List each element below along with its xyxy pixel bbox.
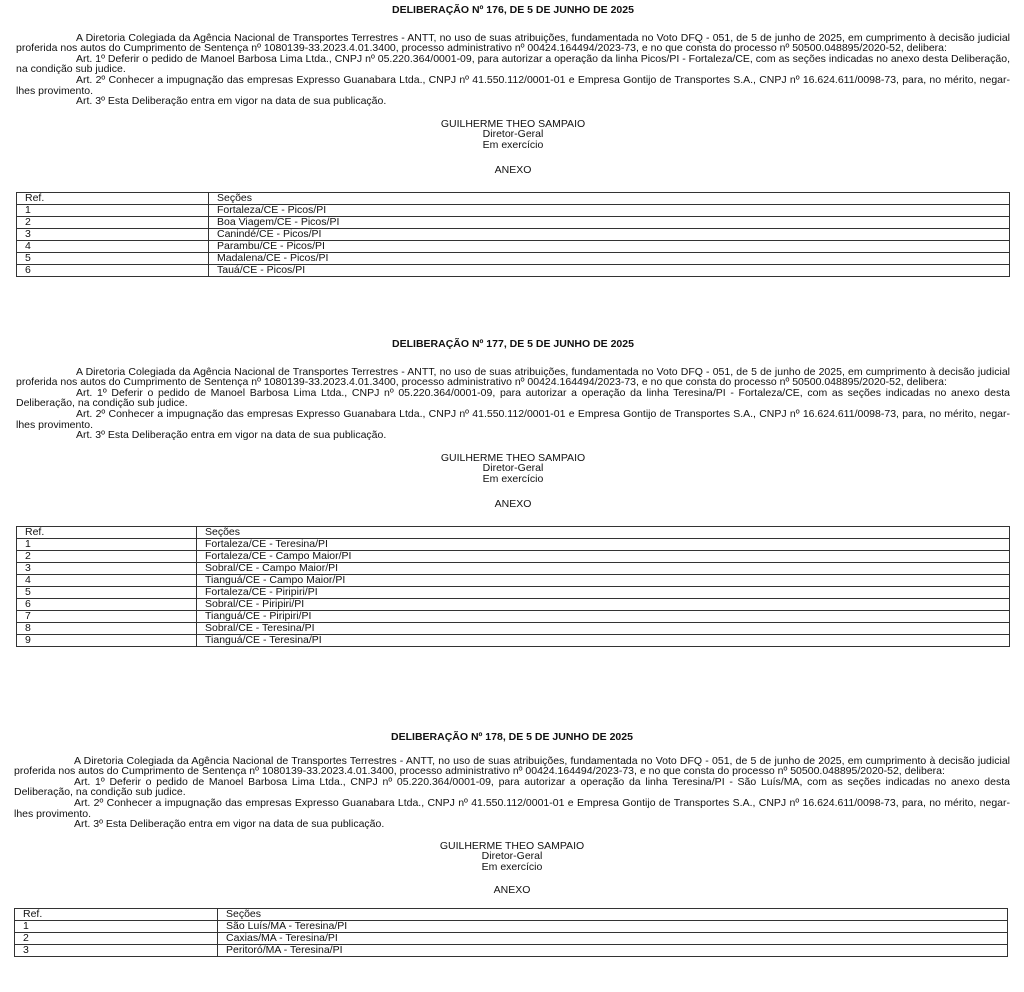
row-section: Fortaleza/CE - Campo Maior/PI bbox=[197, 551, 1010, 563]
signer-status: Em exercício bbox=[482, 472, 544, 485]
row-ref: 7 bbox=[17, 611, 197, 623]
row-ref: 3 bbox=[17, 229, 209, 241]
row-section: São Luís/MA - Teresina/PI bbox=[218, 921, 1008, 933]
row-section: Sobral/CE - Teresina/PI bbox=[197, 623, 1010, 635]
annex-title: ANEXO bbox=[494, 497, 532, 510]
row-ref: 3 bbox=[17, 563, 197, 575]
deliberation-title: DELIBERAÇÃO Nº 176, DE 5 DE JUNHO DE 2025 bbox=[392, 4, 634, 16]
signer-name: GUILHERME THEO SAMPAIO bbox=[440, 451, 586, 464]
article-3: Art. 3º Esta Deliberação entra em vigor na data de sua publicação. bbox=[76, 429, 387, 442]
table-header-row bbox=[15, 909, 1008, 921]
article-1: Art. 1º Deferir o pedido de Manoel Barbosa Lima Ltda., CNPJ nº 05.220.364/0001-09, para autorizar a operação da linha Teresina/PI - São Luís/MA, com as seções indicadas no anexo desta Deliberação, na condição sub judice. bbox=[14, 775, 1010, 799]
row-section: Fortaleza/CE - Piripiri/PI bbox=[197, 587, 1010, 599]
row-ref: 6 bbox=[17, 599, 197, 611]
table-row bbox=[17, 241, 1010, 253]
article-1: Art. 1º Deferir o pedido de Manoel Barbosa Lima Ltda., CNPJ nº 05.220.364/0001-09, para autorizar a operação da linha Teresina/PI - Fortaleza/CE, com as seções indicadas no anexo desta Deliberação, na condição sub judice. bbox=[16, 386, 1010, 410]
row-section: Boa Viagem/CE - Picos/PI bbox=[209, 217, 1010, 229]
row-ref: 1 bbox=[15, 921, 218, 933]
row-ref: 2 bbox=[15, 933, 218, 945]
row-section: Sobral/CE - Campo Maior/PI bbox=[197, 563, 1010, 575]
row-ref: 3 bbox=[15, 945, 218, 957]
article-3: Art. 3º Esta Deliberação entra em vigor na data de sua publicação. bbox=[74, 818, 385, 831]
annex-title: ANEXO bbox=[494, 163, 532, 176]
row-section: Canindé/CE - Picos/PI bbox=[209, 229, 1010, 241]
preamble-paragraph: A Diretoria Colegiada da Agência Nacional de Transportes Terrestres - ANTT, no uso de suas atribuições, fundamentada no Voto DFQ - 051, de 5 de junho de 2025, em cumprimento à decisão judicial proferida nos autos do Cumprimento de Sentença nº 1080139-33.2023.4.01.3400, processo administrativo nº 00424.164494/2023-73, e no que consta do processo nº 50500.048895/2020-52, delibera: bbox=[16, 31, 1010, 55]
annex-table bbox=[16, 192, 1010, 277]
row-ref: 2 bbox=[17, 551, 197, 563]
annex-table bbox=[16, 526, 1010, 647]
table-row bbox=[17, 587, 1010, 599]
row-section: Fortaleza/CE - Teresina/PI bbox=[197, 539, 1010, 551]
header-sections: Seções bbox=[218, 909, 1008, 921]
row-section: Madalena/CE - Picos/PI bbox=[209, 253, 1010, 265]
header-sections: Seções bbox=[209, 193, 1010, 205]
deliberation-176 bbox=[16, 5, 1010, 277]
row-section: Parambu/CE - Picos/PI bbox=[209, 241, 1010, 253]
deliberation-177 bbox=[16, 339, 1010, 647]
table-row bbox=[17, 217, 1010, 229]
table-row bbox=[17, 623, 1010, 635]
row-section: Tauá/CE - Picos/PI bbox=[209, 265, 1010, 277]
article-3: Art. 3º Esta Deliberação entra em vigor na data de sua publicação. bbox=[76, 95, 387, 108]
row-section: Sobral/CE - Piripiri/PI bbox=[197, 599, 1010, 611]
header-ref: Ref. bbox=[17, 527, 197, 539]
row-ref: 9 bbox=[17, 635, 197, 647]
table-header-row bbox=[17, 527, 1010, 539]
table-row bbox=[17, 551, 1010, 563]
annex-title: ANEXO bbox=[493, 883, 531, 896]
annex-table bbox=[14, 908, 1008, 957]
signer-status: Em exercício bbox=[482, 138, 544, 151]
row-section: Tianguá/CE - Teresina/PI bbox=[197, 635, 1010, 647]
table-row bbox=[15, 945, 1008, 957]
row-section: Tianguá/CE - Campo Maior/PI bbox=[197, 575, 1010, 587]
signer-status: Em exercício bbox=[481, 860, 543, 873]
table-row bbox=[17, 539, 1010, 551]
table-row bbox=[17, 563, 1010, 575]
row-section: Caxias/MA - Teresina/PI bbox=[218, 933, 1008, 945]
table-row bbox=[17, 599, 1010, 611]
signer-role: Diretor-Geral bbox=[481, 850, 543, 863]
table-row bbox=[17, 265, 1010, 277]
table-row bbox=[15, 933, 1008, 945]
article-2: Art. 2º Conhecer a impugnação das empresas Expresso Guanabara Ltda., CNPJ nº 41.550.112/0001-01 e Empresa Gontijo de Transportes S.A., CNPJ nº 16.624.611/0098-73, para, no mérito, negar-lhes provimento. bbox=[16, 73, 1010, 97]
table-row bbox=[17, 635, 1010, 647]
table-row bbox=[17, 229, 1010, 241]
preamble-paragraph: A Diretoria Colegiada da Agência Nacional de Transportes Terrestres - ANTT, no uso de suas atribuições, fundamentada no Voto DFQ - 051, de 5 de junho de 2025, em cumprimento à decisão judicial proferida nos autos do Cumprimento de Sentença nº 1080139-33.2023.4.01.3400, processo administrativo nº 00424.164494/2023-73, e no que consta do processo nº 50500.048895/2020-52, delibera: bbox=[14, 754, 1010, 778]
table-row bbox=[17, 253, 1010, 265]
article-1: Art. 1º Deferir o pedido de Manoel Barbosa Lima Ltda., CNPJ nº 05.220.364/0001-09, para autorizar a operação da linha Picos/PI - Fortaleza/CE, com as seções indicadas no anexo desta Deliberação, na condição sub judice. bbox=[16, 52, 1010, 76]
article-2: Art. 2º Conhecer a impugnação das empresas Expresso Guanabara Ltda., CNPJ nº 41.550.112/0001-01 e Empresa Gontijo de Transportes S.A., CNPJ nº 16.624.611/0098-73, para, no mérito, negar-lhes provimento. bbox=[14, 796, 1010, 820]
signer-name: GUILHERME THEO SAMPAIO bbox=[440, 117, 586, 130]
signer-name: GUILHERME THEO SAMPAIO bbox=[439, 839, 585, 852]
preamble-paragraph: A Diretoria Colegiada da Agência Nacional de Transportes Terrestres - ANTT, no uso de suas atribuições, fundamentada no Voto DFQ - 051, de 5 de junho de 2025, em cumprimento à decisão judicial proferida nos autos do Cumprimento de Sentença nº 1080139-33.2023.4.01.3400, processo administrativo nº 00424.164494/2023-73, e no que consta do processo nº 50500.048895/2020-52, delibera: bbox=[16, 365, 1010, 389]
row-ref: 2 bbox=[17, 217, 209, 229]
signer-role: Diretor-Geral bbox=[482, 462, 544, 475]
table-row bbox=[17, 611, 1010, 623]
header-ref: Ref. bbox=[15, 909, 218, 921]
article-2: Art. 2º Conhecer a impugnação das empresas Expresso Guanabara Ltda., CNPJ nº 41.550.112/0001-01 e Empresa Gontijo de Transportes S.A., CNPJ nº 16.624.611/0098-73, para, no mérito, negar-lhes provimento. bbox=[16, 407, 1010, 431]
row-ref: 4 bbox=[17, 241, 209, 253]
signer-role: Diretor-Geral bbox=[482, 128, 544, 141]
row-section: Peritoró/MA - Teresina/PI bbox=[218, 945, 1008, 957]
deliberation-title: DELIBERAÇÃO Nº 177, DE 5 DE JUNHO DE 2025 bbox=[392, 338, 634, 350]
table-header-row bbox=[17, 193, 1010, 205]
row-section: Tianguá/CE - Piripiri/PI bbox=[197, 611, 1010, 623]
table-row bbox=[17, 575, 1010, 587]
table-row bbox=[17, 205, 1010, 217]
row-ref: 8 bbox=[17, 623, 197, 635]
row-ref: 5 bbox=[17, 253, 209, 265]
row-ref: 1 bbox=[17, 205, 209, 217]
deliberation-title: DELIBERAÇÃO Nº 178, DE 5 DE JUNHO DE 2025 bbox=[391, 731, 633, 743]
row-ref: 4 bbox=[17, 575, 197, 587]
row-section: Fortaleza/CE - Picos/PI bbox=[209, 205, 1010, 217]
deliberation-178 bbox=[14, 732, 1010, 957]
table-row bbox=[15, 921, 1008, 933]
row-ref: 1 bbox=[17, 539, 197, 551]
row-ref: 6 bbox=[17, 265, 209, 277]
header-ref: Ref. bbox=[17, 193, 209, 205]
row-ref: 5 bbox=[17, 587, 197, 599]
header-sections: Seções bbox=[197, 527, 1010, 539]
